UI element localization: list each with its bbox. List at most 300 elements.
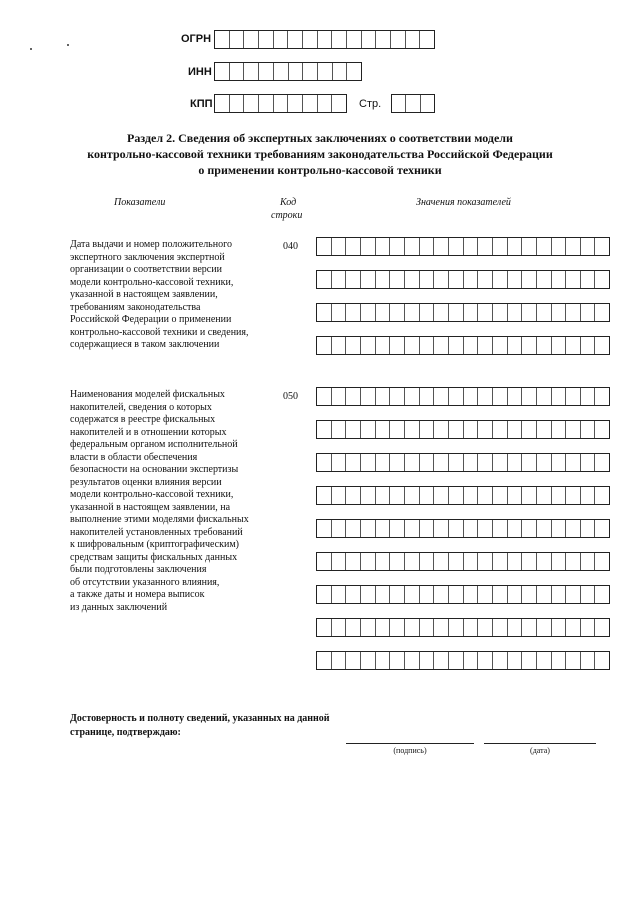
char-cell[interactable]	[244, 63, 259, 80]
char-cell[interactable]	[493, 652, 508, 669]
char-cell[interactable]	[347, 63, 361, 80]
char-cell[interactable]	[376, 304, 391, 321]
char-cell[interactable]	[478, 388, 493, 405]
char-cell[interactable]	[449, 388, 464, 405]
char-cell[interactable]	[537, 487, 552, 504]
char-cell[interactable]	[552, 388, 567, 405]
char-cell[interactable]	[420, 553, 435, 570]
char-cell[interactable]	[493, 304, 508, 321]
char-cell[interactable]	[332, 619, 347, 636]
char-cell[interactable]	[405, 619, 420, 636]
char-cell[interactable]	[332, 337, 347, 354]
char-cell[interactable]	[566, 586, 581, 603]
char-cell[interactable]	[434, 454, 449, 471]
char-cell[interactable]	[420, 586, 435, 603]
char-cell[interactable]	[566, 553, 581, 570]
char-cell[interactable]	[303, 63, 318, 80]
char-cell[interactable]	[508, 586, 523, 603]
char-cell[interactable]	[420, 454, 435, 471]
char-cell[interactable]	[566, 520, 581, 537]
char-cell[interactable]	[346, 421, 361, 438]
char-cell[interactable]	[566, 421, 581, 438]
char-cell[interactable]	[434, 238, 449, 255]
char-cell[interactable]	[390, 652, 405, 669]
char-cell[interactable]	[537, 619, 552, 636]
char-cell[interactable]	[478, 454, 493, 471]
char-cell[interactable]	[361, 304, 376, 321]
char-cell[interactable]	[581, 238, 596, 255]
char-cell[interactable]	[405, 304, 420, 321]
char-cell[interactable]	[522, 520, 537, 537]
kpp-field[interactable]	[214, 94, 347, 113]
char-cell[interactable]	[493, 619, 508, 636]
char-cell[interactable]	[332, 520, 347, 537]
char-cell[interactable]	[361, 553, 376, 570]
char-cell[interactable]	[434, 487, 449, 504]
char-cell[interactable]	[493, 454, 508, 471]
char-cell[interactable]	[317, 271, 332, 288]
ogrn-field[interactable]	[214, 30, 435, 49]
char-cell[interactable]	[332, 553, 347, 570]
char-cell[interactable]	[595, 304, 609, 321]
char-cell[interactable]	[361, 520, 376, 537]
char-cell[interactable]	[392, 95, 406, 112]
row-050-field-5[interactable]	[316, 519, 610, 538]
char-cell[interactable]	[552, 238, 567, 255]
char-cell[interactable]	[552, 619, 567, 636]
char-cell[interactable]	[537, 271, 552, 288]
char-cell[interactable]	[376, 337, 391, 354]
char-cell[interactable]	[346, 337, 361, 354]
row-040-field-4[interactable]	[316, 336, 610, 355]
char-cell[interactable]	[405, 553, 420, 570]
char-cell[interactable]	[303, 95, 318, 112]
char-cell[interactable]	[332, 652, 347, 669]
char-cell[interactable]	[434, 619, 449, 636]
char-cell[interactable]	[420, 388, 435, 405]
char-cell[interactable]	[566, 454, 581, 471]
char-cell[interactable]	[522, 454, 537, 471]
char-cell[interactable]	[332, 271, 347, 288]
char-cell[interactable]	[361, 487, 376, 504]
char-cell[interactable]	[595, 487, 609, 504]
char-cell[interactable]	[317, 304, 332, 321]
char-cell[interactable]	[333, 63, 348, 80]
char-cell[interactable]	[434, 388, 449, 405]
char-cell[interactable]	[346, 304, 361, 321]
char-cell[interactable]	[508, 520, 523, 537]
char-cell[interactable]	[361, 586, 376, 603]
char-cell[interactable]	[566, 304, 581, 321]
char-cell[interactable]	[317, 337, 332, 354]
char-cell[interactable]	[464, 553, 479, 570]
char-cell[interactable]	[405, 520, 420, 537]
char-cell[interactable]	[581, 586, 596, 603]
row-050-field-8[interactable]	[316, 618, 610, 637]
char-cell[interactable]	[303, 31, 318, 48]
char-cell[interactable]	[478, 304, 493, 321]
char-cell[interactable]	[464, 304, 479, 321]
char-cell[interactable]	[566, 271, 581, 288]
char-cell[interactable]	[346, 586, 361, 603]
char-cell[interactable]	[464, 487, 479, 504]
char-cell[interactable]	[478, 238, 493, 255]
char-cell[interactable]	[581, 337, 596, 354]
char-cell[interactable]	[508, 421, 523, 438]
char-cell[interactable]	[449, 520, 464, 537]
char-cell[interactable]	[230, 63, 245, 80]
char-cell[interactable]	[434, 421, 449, 438]
char-cell[interactable]	[391, 31, 406, 48]
char-cell[interactable]	[508, 304, 523, 321]
char-cell[interactable]	[420, 271, 435, 288]
char-cell[interactable]	[464, 586, 479, 603]
char-cell[interactable]	[493, 487, 508, 504]
char-cell[interactable]	[581, 553, 596, 570]
char-cell[interactable]	[361, 454, 376, 471]
char-cell[interactable]	[361, 337, 376, 354]
char-cell[interactable]	[215, 95, 230, 112]
char-cell[interactable]	[405, 337, 420, 354]
char-cell[interactable]	[493, 586, 508, 603]
char-cell[interactable]	[552, 586, 567, 603]
char-cell[interactable]	[522, 487, 537, 504]
char-cell[interactable]	[434, 520, 449, 537]
char-cell[interactable]	[508, 388, 523, 405]
char-cell[interactable]	[317, 487, 332, 504]
char-cell[interactable]	[376, 652, 391, 669]
char-cell[interactable]	[449, 553, 464, 570]
char-cell[interactable]	[259, 95, 274, 112]
char-cell[interactable]	[318, 63, 333, 80]
char-cell[interactable]	[332, 421, 347, 438]
char-cell[interactable]	[390, 487, 405, 504]
char-cell[interactable]	[289, 63, 304, 80]
char-cell[interactable]	[405, 487, 420, 504]
char-cell[interactable]	[317, 553, 332, 570]
char-cell[interactable]	[552, 652, 567, 669]
char-cell[interactable]	[449, 487, 464, 504]
char-cell[interactable]	[405, 388, 420, 405]
char-cell[interactable]	[274, 63, 289, 80]
char-cell[interactable]	[478, 520, 493, 537]
char-cell[interactable]	[522, 586, 537, 603]
char-cell[interactable]	[595, 619, 609, 636]
char-cell[interactable]	[376, 454, 391, 471]
row-050-field-9[interactable]	[316, 651, 610, 670]
char-cell[interactable]	[581, 652, 596, 669]
row-040-field-2[interactable]	[316, 270, 610, 289]
char-cell[interactable]	[390, 553, 405, 570]
char-cell[interactable]	[464, 454, 479, 471]
char-cell[interactable]	[566, 652, 581, 669]
char-cell[interactable]	[346, 619, 361, 636]
char-cell[interactable]	[376, 553, 391, 570]
char-cell[interactable]	[332, 304, 347, 321]
char-cell[interactable]	[552, 553, 567, 570]
char-cell[interactable]	[390, 520, 405, 537]
char-cell[interactable]	[376, 388, 391, 405]
row-050-field-6[interactable]	[316, 552, 610, 571]
char-cell[interactable]	[508, 619, 523, 636]
char-cell[interactable]	[449, 238, 464, 255]
char-cell[interactable]	[390, 586, 405, 603]
char-cell[interactable]	[537, 553, 552, 570]
char-cell[interactable]	[317, 421, 332, 438]
char-cell[interactable]	[566, 388, 581, 405]
char-cell[interactable]	[390, 238, 405, 255]
char-cell[interactable]	[566, 487, 581, 504]
char-cell[interactable]	[581, 388, 596, 405]
char-cell[interactable]	[288, 31, 303, 48]
char-cell[interactable]	[406, 31, 421, 48]
row-050-field-7[interactable]	[316, 585, 610, 604]
char-cell[interactable]	[347, 31, 362, 48]
char-cell[interactable]	[390, 388, 405, 405]
char-cell[interactable]	[376, 421, 391, 438]
char-cell[interactable]	[274, 95, 289, 112]
char-cell[interactable]	[595, 652, 609, 669]
char-cell[interactable]	[552, 454, 567, 471]
char-cell[interactable]	[376, 619, 391, 636]
date-line[interactable]	[484, 743, 596, 744]
row-050-field-3[interactable]	[316, 453, 610, 472]
char-cell[interactable]	[230, 95, 245, 112]
char-cell[interactable]	[508, 238, 523, 255]
char-cell[interactable]	[566, 337, 581, 354]
char-cell[interactable]	[434, 337, 449, 354]
char-cell[interactable]	[493, 238, 508, 255]
char-cell[interactable]	[552, 421, 567, 438]
char-cell[interactable]	[434, 586, 449, 603]
char-cell[interactable]	[522, 271, 537, 288]
char-cell[interactable]	[420, 619, 435, 636]
char-cell[interactable]	[581, 454, 596, 471]
char-cell[interactable]	[508, 553, 523, 570]
char-cell[interactable]	[478, 619, 493, 636]
char-cell[interactable]	[361, 652, 376, 669]
char-cell[interactable]	[537, 388, 552, 405]
char-cell[interactable]	[332, 454, 347, 471]
char-cell[interactable]	[522, 652, 537, 669]
char-cell[interactable]	[522, 421, 537, 438]
char-cell[interactable]	[449, 454, 464, 471]
char-cell[interactable]	[317, 388, 332, 405]
char-cell[interactable]	[552, 487, 567, 504]
char-cell[interactable]	[552, 304, 567, 321]
char-cell[interactable]	[244, 95, 259, 112]
char-cell[interactable]	[478, 487, 493, 504]
char-cell[interactable]	[376, 31, 391, 48]
char-cell[interactable]	[346, 487, 361, 504]
char-cell[interactable]	[595, 238, 609, 255]
char-cell[interactable]	[595, 520, 609, 537]
char-cell[interactable]	[405, 652, 420, 669]
char-cell[interactable]	[317, 238, 332, 255]
char-cell[interactable]	[581, 304, 596, 321]
char-cell[interactable]	[346, 652, 361, 669]
char-cell[interactable]	[376, 520, 391, 537]
char-cell[interactable]	[332, 586, 347, 603]
char-cell[interactable]	[581, 271, 596, 288]
row-040-field-3[interactable]	[316, 303, 610, 322]
char-cell[interactable]	[405, 238, 420, 255]
row-050-field-2[interactable]	[316, 420, 610, 439]
char-cell[interactable]	[346, 553, 361, 570]
char-cell[interactable]	[317, 454, 332, 471]
char-cell[interactable]	[493, 388, 508, 405]
char-cell[interactable]	[595, 271, 609, 288]
char-cell[interactable]	[346, 520, 361, 537]
char-cell[interactable]	[581, 487, 596, 504]
char-cell[interactable]	[537, 421, 552, 438]
char-cell[interactable]	[405, 586, 420, 603]
char-cell[interactable]	[449, 337, 464, 354]
char-cell[interactable]	[361, 238, 376, 255]
char-cell[interactable]	[508, 454, 523, 471]
char-cell[interactable]	[274, 31, 289, 48]
char-cell[interactable]	[405, 454, 420, 471]
char-cell[interactable]	[522, 238, 537, 255]
char-cell[interactable]	[493, 421, 508, 438]
char-cell[interactable]	[420, 304, 435, 321]
char-cell[interactable]	[332, 388, 347, 405]
char-cell[interactable]	[420, 337, 435, 354]
char-cell[interactable]	[508, 271, 523, 288]
char-cell[interactable]	[464, 421, 479, 438]
char-cell[interactable]	[537, 337, 552, 354]
char-cell[interactable]	[361, 619, 376, 636]
char-cell[interactable]	[346, 238, 361, 255]
char-cell[interactable]	[522, 304, 537, 321]
char-cell[interactable]	[581, 421, 596, 438]
row-050-field-1[interactable]	[316, 387, 610, 406]
char-cell[interactable]	[478, 553, 493, 570]
char-cell[interactable]	[332, 31, 347, 48]
char-cell[interactable]	[478, 421, 493, 438]
char-cell[interactable]	[537, 454, 552, 471]
char-cell[interactable]	[434, 304, 449, 321]
char-cell[interactable]	[566, 238, 581, 255]
char-cell[interactable]	[522, 388, 537, 405]
char-cell[interactable]	[361, 271, 376, 288]
char-cell[interactable]	[434, 652, 449, 669]
char-cell[interactable]	[420, 421, 435, 438]
char-cell[interactable]	[478, 586, 493, 603]
char-cell[interactable]	[464, 652, 479, 669]
row-050-field-4[interactable]	[316, 486, 610, 505]
page-number-field[interactable]	[391, 94, 435, 113]
char-cell[interactable]	[449, 304, 464, 321]
char-cell[interactable]	[478, 652, 493, 669]
char-cell[interactable]	[595, 454, 609, 471]
char-cell[interactable]	[537, 238, 552, 255]
char-cell[interactable]	[332, 95, 346, 112]
char-cell[interactable]	[420, 238, 435, 255]
char-cell[interactable]	[420, 31, 434, 48]
char-cell[interactable]	[406, 95, 420, 112]
char-cell[interactable]	[390, 337, 405, 354]
char-cell[interactable]	[230, 31, 245, 48]
char-cell[interactable]	[464, 520, 479, 537]
char-cell[interactable]	[595, 586, 609, 603]
char-cell[interactable]	[449, 271, 464, 288]
char-cell[interactable]	[288, 95, 303, 112]
char-cell[interactable]	[449, 421, 464, 438]
char-cell[interactable]	[537, 304, 552, 321]
char-cell[interactable]	[405, 421, 420, 438]
char-cell[interactable]	[478, 337, 493, 354]
char-cell[interactable]	[434, 553, 449, 570]
char-cell[interactable]	[522, 619, 537, 636]
char-cell[interactable]	[581, 520, 596, 537]
char-cell[interactable]	[420, 487, 435, 504]
inn-field[interactable]	[214, 62, 362, 81]
char-cell[interactable]	[405, 271, 420, 288]
char-cell[interactable]	[464, 619, 479, 636]
char-cell[interactable]	[376, 586, 391, 603]
char-cell[interactable]	[493, 271, 508, 288]
char-cell[interactable]	[464, 271, 479, 288]
char-cell[interactable]	[346, 388, 361, 405]
char-cell[interactable]	[493, 337, 508, 354]
row-040-field-1[interactable]	[316, 237, 610, 256]
char-cell[interactable]	[244, 31, 259, 48]
char-cell[interactable]	[346, 271, 361, 288]
char-cell[interactable]	[537, 520, 552, 537]
char-cell[interactable]	[478, 271, 493, 288]
char-cell[interactable]	[346, 454, 361, 471]
char-cell[interactable]	[464, 388, 479, 405]
char-cell[interactable]	[215, 31, 230, 48]
char-cell[interactable]	[537, 586, 552, 603]
char-cell[interactable]	[493, 553, 508, 570]
char-cell[interactable]	[215, 63, 230, 80]
char-cell[interactable]	[420, 520, 435, 537]
char-cell[interactable]	[522, 553, 537, 570]
signature-line[interactable]	[346, 743, 474, 744]
char-cell[interactable]	[376, 238, 391, 255]
char-cell[interactable]	[522, 337, 537, 354]
char-cell[interactable]	[508, 337, 523, 354]
char-cell[interactable]	[464, 238, 479, 255]
char-cell[interactable]	[317, 652, 332, 669]
char-cell[interactable]	[390, 304, 405, 321]
char-cell[interactable]	[449, 652, 464, 669]
char-cell[interactable]	[332, 238, 347, 255]
char-cell[interactable]	[390, 271, 405, 288]
char-cell[interactable]	[390, 619, 405, 636]
char-cell[interactable]	[317, 520, 332, 537]
char-cell[interactable]	[390, 454, 405, 471]
char-cell[interactable]	[317, 619, 332, 636]
char-cell[interactable]	[434, 271, 449, 288]
char-cell[interactable]	[449, 586, 464, 603]
char-cell[interactable]	[376, 487, 391, 504]
char-cell[interactable]	[449, 619, 464, 636]
char-cell[interactable]	[259, 31, 274, 48]
char-cell[interactable]	[537, 652, 552, 669]
char-cell[interactable]	[595, 337, 609, 354]
char-cell[interactable]	[376, 271, 391, 288]
char-cell[interactable]	[464, 337, 479, 354]
char-cell[interactable]	[552, 337, 567, 354]
char-cell[interactable]	[595, 421, 609, 438]
char-cell[interactable]	[581, 619, 596, 636]
char-cell[interactable]	[362, 31, 377, 48]
char-cell[interactable]	[317, 586, 332, 603]
char-cell[interactable]	[552, 520, 567, 537]
